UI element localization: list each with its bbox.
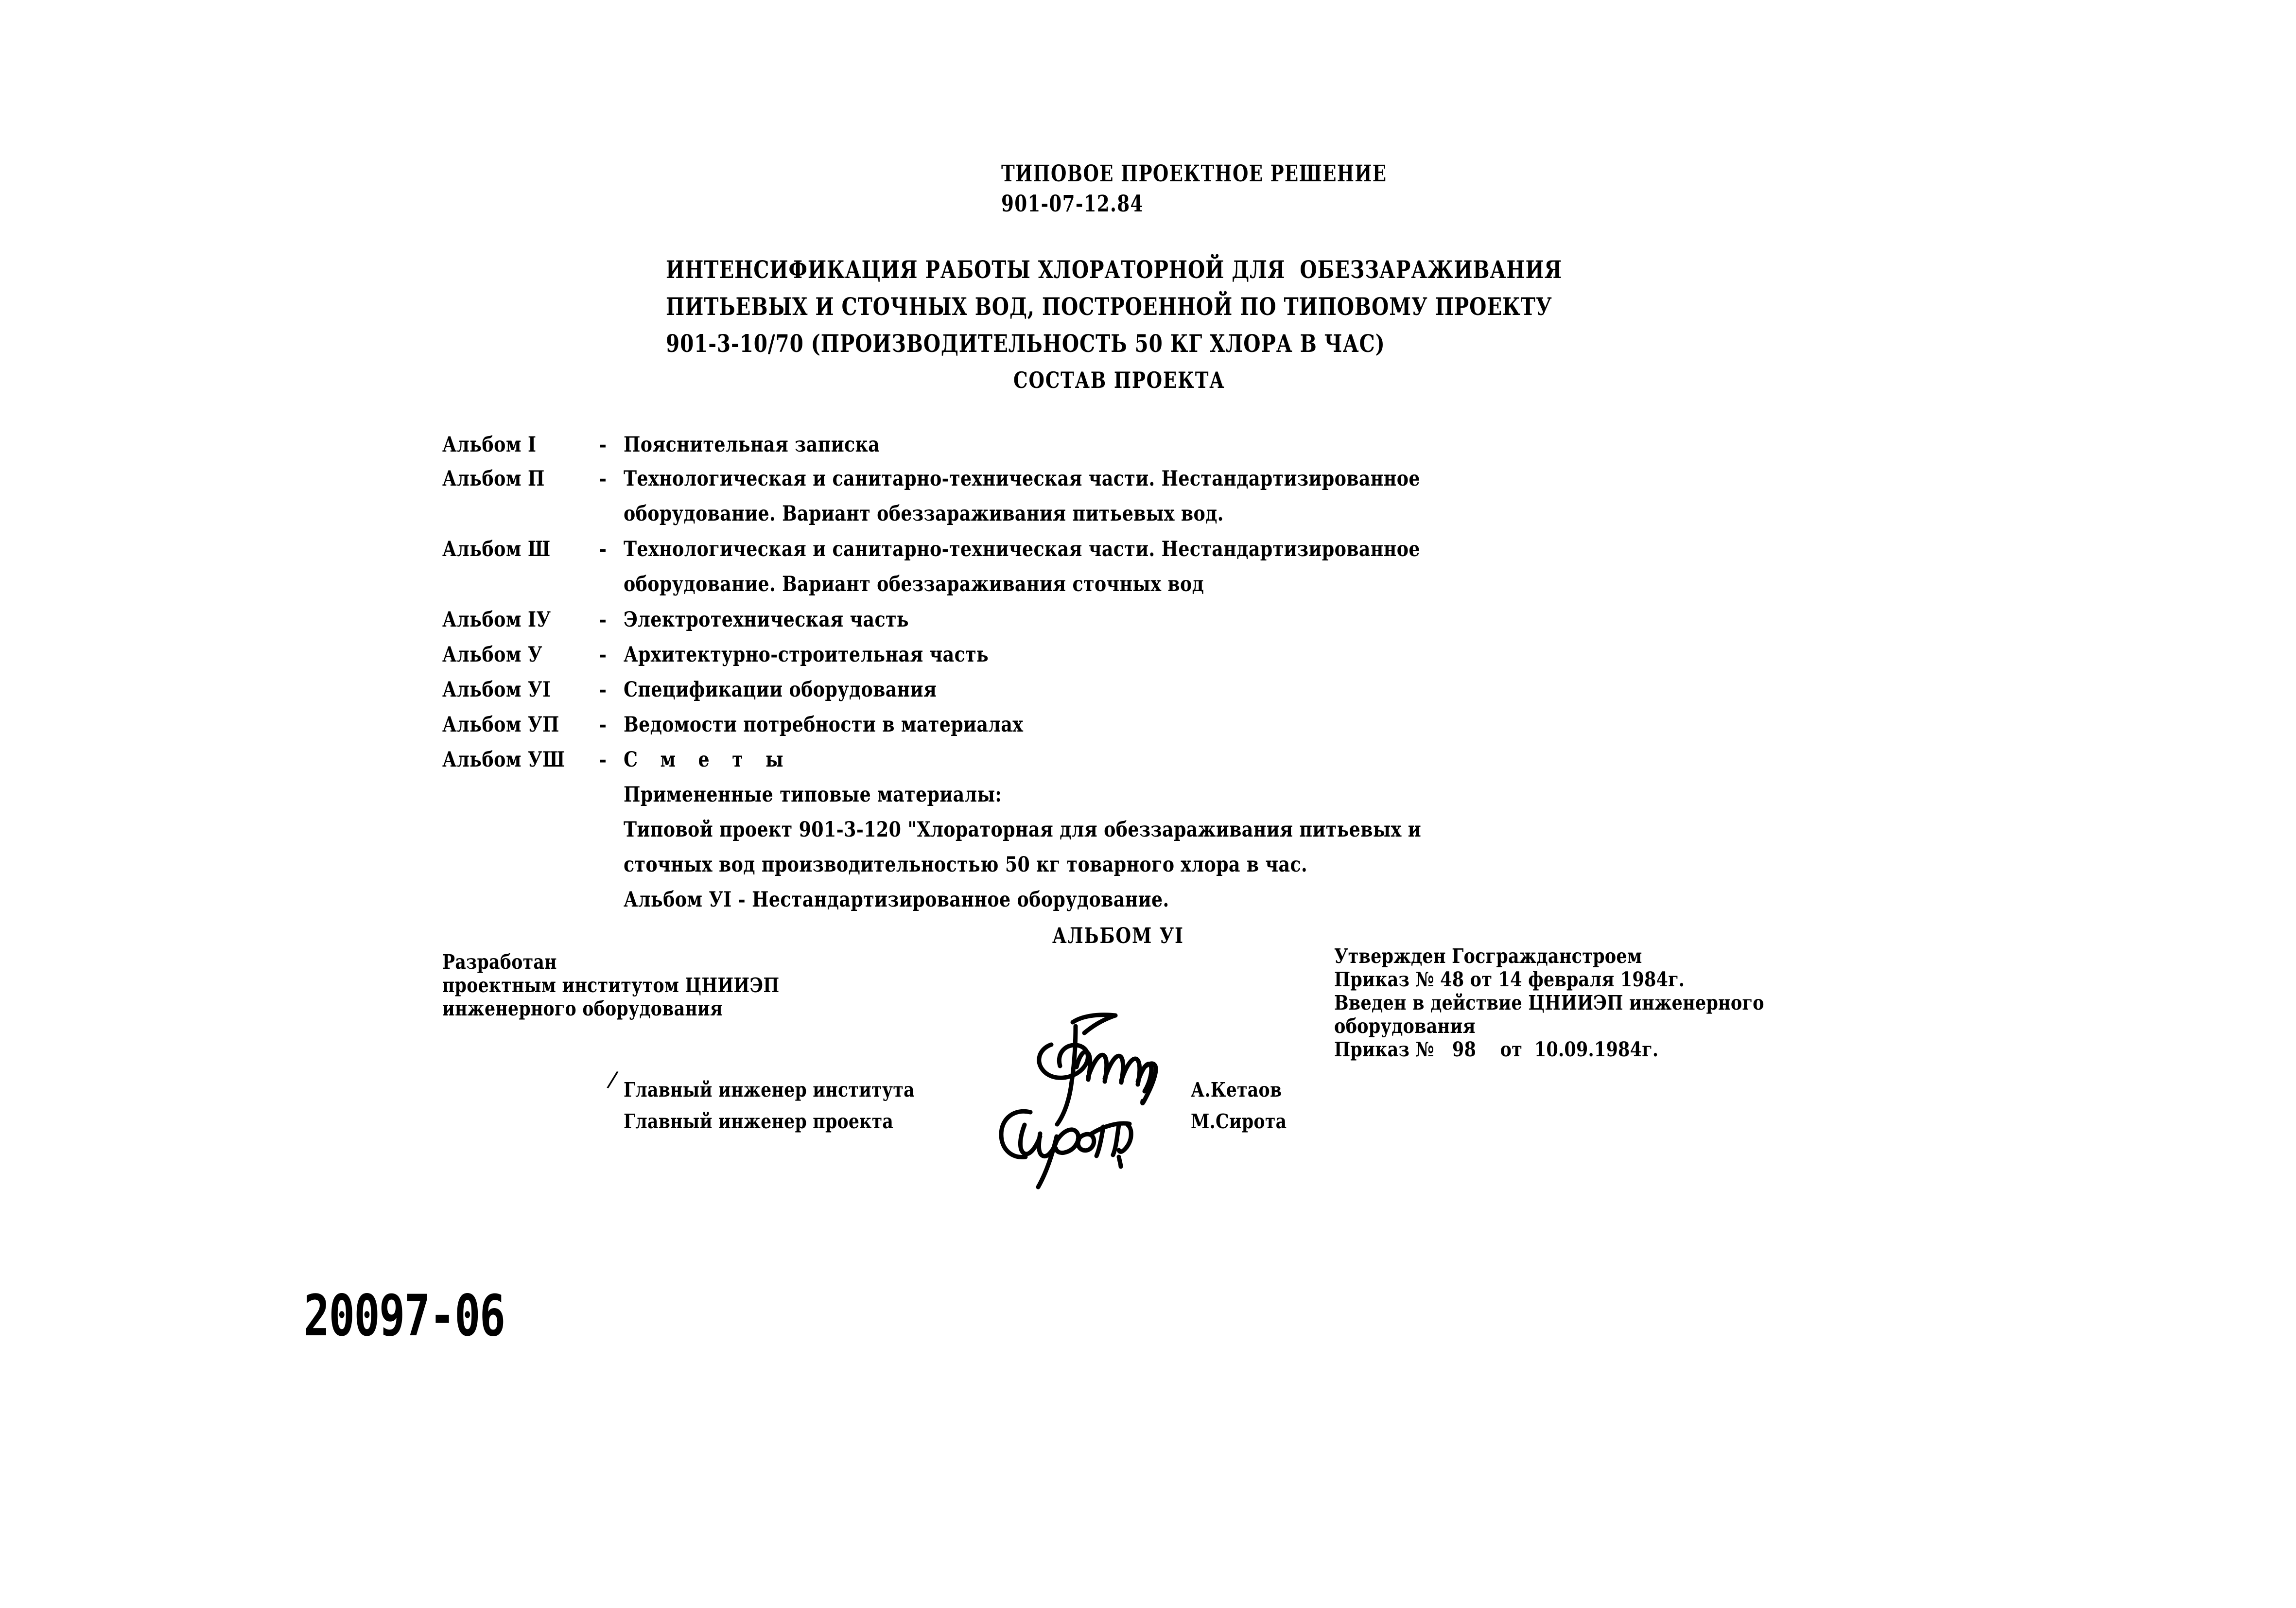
developer-line-3: инженерного оборудования bbox=[442, 997, 723, 1020]
album-label-6: Альбом УI bbox=[442, 678, 551, 702]
approval-line-5: Приказ № 98 от 10.09.1984г. bbox=[1334, 1038, 1659, 1061]
album-dash-7: - bbox=[599, 713, 607, 737]
header-code-line: 901-07-12.84 bbox=[1001, 191, 1144, 217]
album-text-7-0: Ведомости потребности в материалах bbox=[624, 713, 1024, 737]
applied-materials-line-2: сточных вод производительностью 50 кг товарного хлора в час. bbox=[624, 853, 1308, 877]
signature-role-1: Главный инженер института bbox=[624, 1078, 915, 1101]
approval-line-4: оборудования bbox=[1334, 1014, 1476, 1038]
album-text-1-0: Пояснительная записка bbox=[624, 433, 880, 457]
album-label-7: Альбом УП bbox=[442, 713, 559, 737]
header-kind-line: ТИПОВОЕ ПРОЕКТНОЕ РЕШЕНИЕ bbox=[1001, 160, 1387, 187]
album-text-5-0: Архитектурно-строительная часть bbox=[624, 643, 989, 667]
album-text-8-0: С м е т ы bbox=[624, 748, 792, 772]
title-line-2: ПИТЬЕВЫХ И СТОЧНЫХ ВОД, ПОСТРОЕННОЙ ПО ТИПОВОМУ ПРОЕКТУ bbox=[666, 292, 1552, 321]
album-marker: АЛЬБОМ УI bbox=[1052, 924, 1184, 948]
album-dash-6: - bbox=[599, 678, 607, 702]
document-title bbox=[666, 255, 1563, 358]
album-text-3-1: оборудование. Вариант обеззараживания сточных вод bbox=[624, 572, 1204, 596]
approval-line-3: Введен в действие ЦНИИЭП инженерного bbox=[1334, 991, 1764, 1014]
album-dash-1: - bbox=[599, 433, 607, 457]
album-dash-4: - bbox=[599, 608, 607, 632]
album-text-3-0: Технологическая и санитарно-техническая части. Нестандартизированное bbox=[624, 537, 1420, 561]
signature-name-1: А.Кетаов bbox=[1191, 1078, 1282, 1101]
header-block bbox=[1001, 160, 1387, 217]
signature-role-2: Главный инженер проекта bbox=[624, 1110, 894, 1133]
album-dash-3: - bbox=[599, 537, 607, 561]
album-dash-5: - bbox=[599, 643, 607, 667]
stamp-number: 20097-06 bbox=[304, 1283, 505, 1349]
pen-tick-mark: / bbox=[606, 1065, 620, 1093]
applied-materials-line-3: Альбом УI - Нестандартизированное оборудование. bbox=[624, 888, 1169, 912]
album-text-4-0: Электротехническая часть bbox=[624, 608, 909, 632]
title-line-1: ИНТЕНСИФИКАЦИЯ РАБОТЫ ХЛОРАТОРНОЙ ДЛЯ ОБЕЗЗАРАЖИВАНИЯ bbox=[666, 255, 1563, 284]
contents-heading: СОСТАВ ПРОЕКТА bbox=[1013, 367, 1225, 393]
album-label-5: Альбом У bbox=[442, 643, 542, 667]
album-label-8: Альбом УШ bbox=[442, 748, 565, 772]
title-line-3: 901-3-10/70 (ПРОИЗВОДИТЕЛЬНОСТЬ 50 КГ ХЛОРА В ЧАС) bbox=[666, 329, 1385, 358]
applied-materials-line-1: Типовой проект 901-3-120 "Хлораторная для обеззараживания питьевых и bbox=[624, 818, 1422, 842]
approval-line-1: Утвержден Госгражданстроем bbox=[1334, 944, 1642, 968]
album-label-3: Альбом Ш bbox=[442, 537, 551, 561]
developer-line-2: проектным институтом ЦНИИЭП bbox=[442, 974, 780, 997]
album-dash-2: - bbox=[599, 467, 607, 491]
album-label-2: Альбом П bbox=[442, 467, 545, 491]
signature-name-2: М.Сирота bbox=[1191, 1110, 1287, 1133]
album-text-6-0: Спецификации оборудования bbox=[624, 678, 937, 702]
album-label-1: Альбом I bbox=[442, 433, 537, 457]
approval-line-2: Приказ № 48 от 14 февраля 1984г. bbox=[1334, 968, 1685, 991]
album-text-2-1: оборудование. Вариант обеззараживания питьевых вод. bbox=[624, 502, 1224, 526]
handwritten-signature-sirota bbox=[991, 1099, 1152, 1196]
developer-line-1: Разработан bbox=[442, 950, 557, 974]
album-text-2-0: Технологическая и санитарно-техническая части. Нестандартизированное bbox=[624, 467, 1420, 491]
album-dash-8: - bbox=[599, 748, 607, 772]
applied-materials-heading: Примененные типовые материалы: bbox=[624, 783, 1002, 807]
album-label-4: Альбом IУ bbox=[442, 608, 551, 632]
